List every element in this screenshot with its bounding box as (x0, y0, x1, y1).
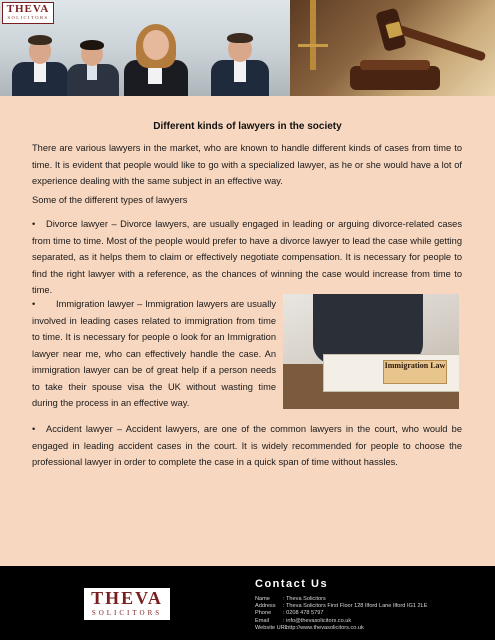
logo-text: THEVA (6, 3, 50, 15)
contact-key: Phone (255, 610, 272, 617)
contact-key: Name (255, 596, 270, 602)
contact-row (255, 618, 427, 625)
footer-logo-text: THEVA (91, 588, 163, 608)
footer-logo (84, 588, 170, 620)
divorce-text: Divorce lawyer – Divorce lawyers, are usually engaged in leading or arguing divorce-related cases from time to time. Most of the people would prefer to have a divorce lawyer to lead the case while getting separated, as it helps them to claim or effectively negotiate compensation. It is necessary for people to find the right lawyer with a reference, as the chances of winning the case would increase from time to time. (32, 219, 462, 295)
article (0, 96, 495, 566)
contact-title: Contact Us (255, 578, 329, 590)
contact-row (255, 596, 427, 603)
gavel-icon (290, 0, 495, 96)
person-3 (120, 0, 192, 96)
contact-details (255, 596, 427, 632)
contact-value: : Theva Solicitors First Floor 128 Ilford Lane Ilford IG1 2LE (283, 603, 428, 610)
contact-key: Email (255, 617, 269, 624)
article-title: Different kinds of lawyers in the society (153, 121, 342, 132)
footer-logo-subtext: SOLICITORS (91, 609, 163, 617)
person-2 (65, 0, 125, 96)
gavel-photo (290, 0, 495, 96)
immigration-law-label: Immigration Law (383, 360, 447, 384)
contact-row (255, 625, 427, 632)
accident-paragraph (32, 421, 462, 471)
contact-website-link[interactable]: : http://www.thevasolicitors.co.uk (283, 624, 364, 631)
bullet: • (32, 424, 36, 434)
contact-value: : Theva Solicitors (283, 596, 326, 602)
accident-text: Accident lawyer – Accident lawyers, are one of the common lawyers in the court, who would be engaged in leading accident cases in the court. It is widely recommended for people to choose the professional lawyer in order to complete the case in a quick span of time without hassles. (32, 424, 462, 467)
bullet: • (32, 299, 36, 309)
immigration-law-image (283, 294, 459, 409)
footer (0, 566, 495, 640)
bullet: • (32, 219, 36, 229)
theva-logo (2, 2, 54, 24)
logo-subtext: SOLICITORS (7, 15, 49, 20)
immigration-text: Immigration lawyer – Immigration lawyers are usually involved in leading cases related to immigration from time to time. It is necessary for people o look for an Immigration lawyer near me, who can effectively handle the case. An immigration lawyer can be of great help if a person needs to take their spouse visa the UK without wasting time during the process in an effective way. (32, 299, 276, 408)
contact-value: : 0208 478 5797 (283, 610, 324, 617)
immigration-paragraph (32, 296, 276, 412)
contact-row (255, 610, 427, 617)
contact-key: Website URL (255, 624, 288, 631)
header-banner (0, 0, 495, 96)
contact-row (255, 603, 427, 610)
types-heading: Some of the different types of lawyers (32, 195, 188, 205)
contact-email[interactable]: : info@thevasolicitors.co.uk (283, 617, 352, 624)
contact-key: Address (255, 603, 276, 610)
intro-paragraph: There are various lawyers in the market, who are known to handle different kinds of cases from time to time. It is evident that people would like to go with a specialized lawyer, as he or she would have a lot of experience dealing with the same subject in an effective way. (32, 143, 462, 186)
divorce-paragraph (32, 216, 462, 299)
person-4 (205, 0, 275, 96)
